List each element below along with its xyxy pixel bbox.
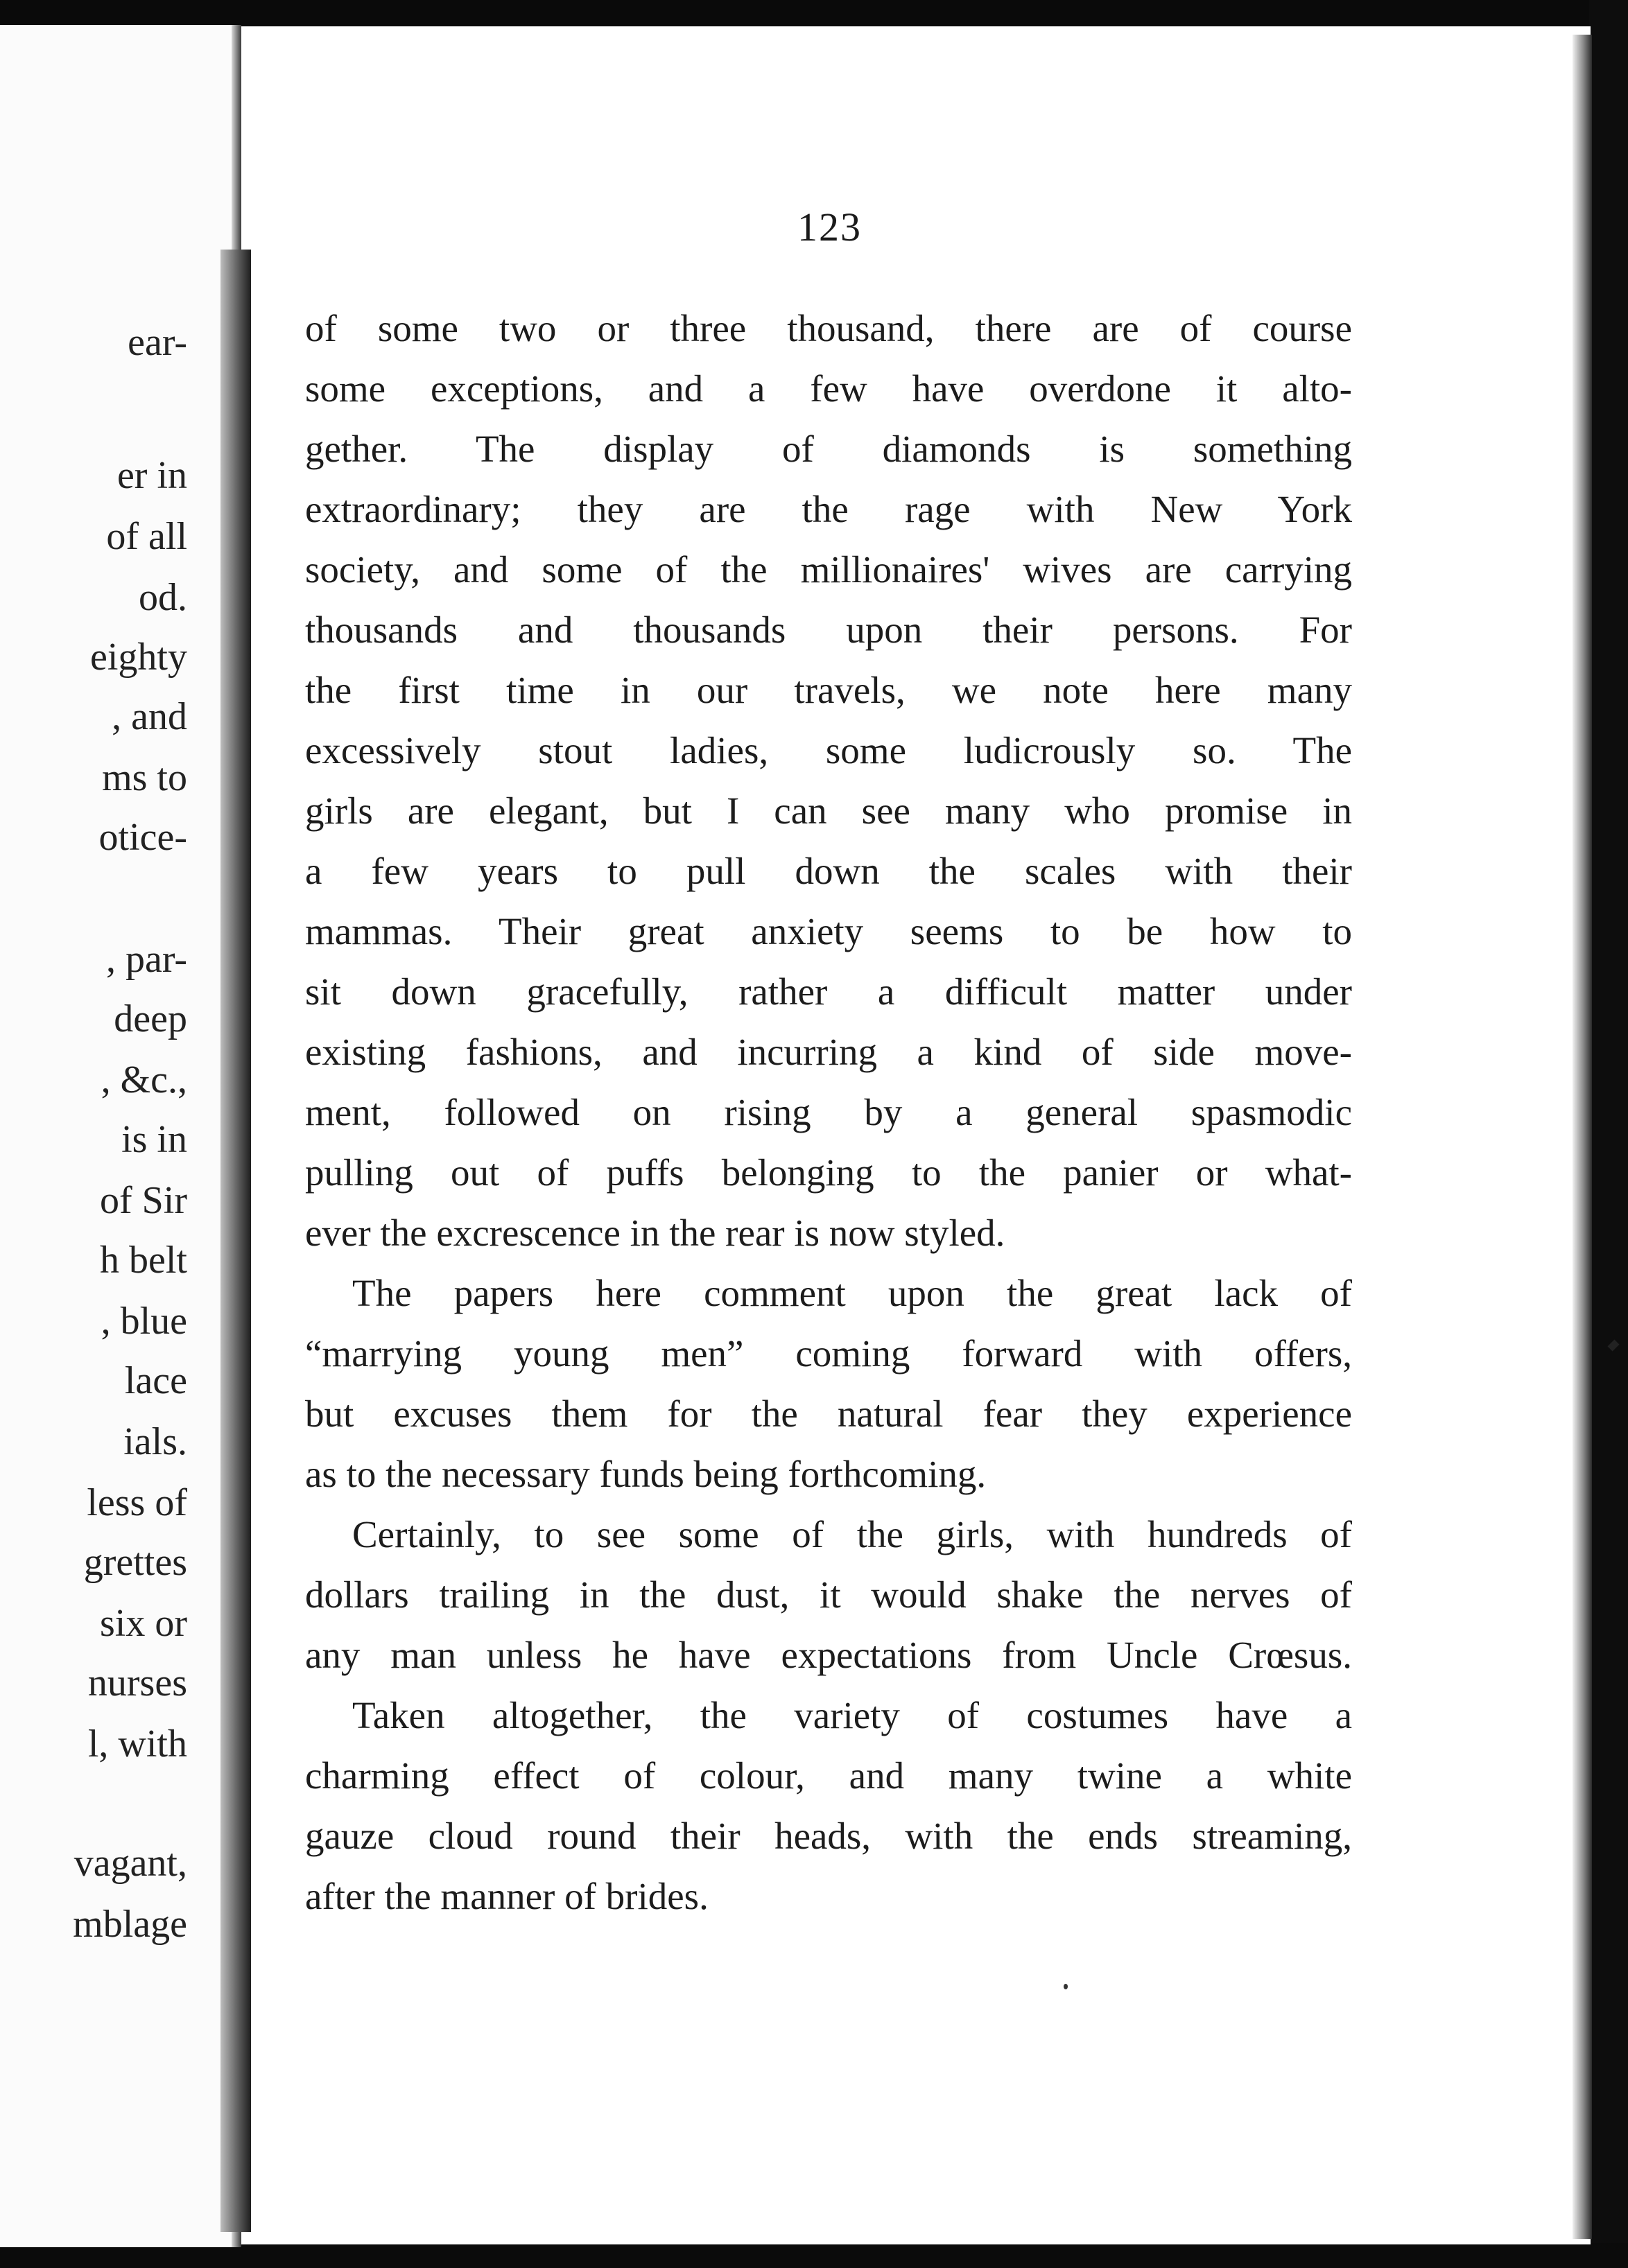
- paragraph-start-line: Certainly, to see some of the girls, with hundreds of: [352, 1513, 1352, 1555]
- text-line: a few years to pull down the scales with their: [305, 850, 1352, 892]
- left-page-fragment: eighty: [90, 636, 187, 679]
- scan-top-border: [0, 0, 1628, 28]
- left-page-fragment: vagant,: [73, 1842, 187, 1885]
- left-page-fragment: otice-: [98, 816, 187, 859]
- text-line: extraordinary; they are the rage with New York: [305, 488, 1352, 530]
- text-line: charming effect of colour, and many twine a white: [305, 1754, 1352, 1797]
- text-line: of some two or three thousand, there are of course: [305, 307, 1352, 349]
- text-line: mammas. Their great anxiety seems to be how to: [305, 910, 1352, 952]
- text-line: gether. The display of diamonds is something: [305, 428, 1352, 470]
- left-page-fragment: , blue: [101, 1300, 187, 1343]
- left-page-fragment: ms to: [102, 756, 187, 799]
- left-page-fragment: od.: [139, 576, 187, 619]
- left-page-fragment: ear-: [128, 321, 187, 364]
- left-page-fragment: mblage: [73, 1903, 187, 1946]
- paragraph-end-line: after the manner of brides.: [305, 1875, 709, 1917]
- paragraph-start-line: The papers here comment upon the great lack of: [352, 1272, 1352, 1314]
- left-page-fragment: h belt: [100, 1239, 187, 1282]
- scan-right-border: [1589, 0, 1628, 2268]
- text-line: gauze cloud round their heads, with the ends streaming,: [305, 1815, 1352, 1857]
- text-line: sit down gracefully, rather a difficult matter under: [305, 970, 1352, 1013]
- text-line: girls are elegant, but I can see many who promise in: [305, 790, 1352, 832]
- text-line: some exceptions, and a few have overdone it alto-: [305, 367, 1352, 410]
- left-page-fragment: six or: [100, 1602, 187, 1645]
- ink-speck: [1064, 1984, 1068, 1989]
- text-line: existing fashions, and incurring a kind of side move-: [305, 1031, 1352, 1073]
- left-page-fragment: , and: [112, 695, 187, 738]
- left-page-fragment: , &c.,: [101, 1058, 187, 1101]
- left-page-fragment: less of: [87, 1481, 187, 1524]
- page-edge-shadow: [1573, 35, 1592, 2239]
- left-page-fragment: ials.: [123, 1420, 187, 1463]
- text-line: thousands and thousands upon their persons. For: [305, 609, 1352, 651]
- text-line: pulling out of puffs belonging to the panier or what-: [305, 1151, 1352, 1194]
- paragraph-end-line: ever the excrescence in the rear is now styled.: [305, 1212, 1005, 1254]
- text-line: ment, followed on rising by a general spasmodic: [305, 1091, 1352, 1133]
- left-facing-page: [0, 25, 236, 2247]
- left-page-fragment: nurses: [87, 1661, 187, 1704]
- left-page-fragment: deep: [114, 997, 187, 1040]
- text-line: dollars trailing in the dust, it would shake the nerves of: [305, 1573, 1352, 1616]
- left-page-fragment: grettes: [83, 1541, 187, 1584]
- page-number: 123: [797, 204, 862, 250]
- scan-bottom-border: [0, 2243, 1628, 2268]
- paragraph-end-line: as to the necessary funds being forthcoming.: [305, 1453, 987, 1495]
- text-line: the first time in our travels, we note here many: [305, 669, 1352, 711]
- binding-gutter-shadow: [220, 250, 251, 2232]
- text-line: “marrying young men” coming forward with offers,: [305, 1332, 1352, 1375]
- left-page-fragment: l, with: [87, 1722, 187, 1765]
- text-line: any man unless he have expectations from Uncle Crœsus.: [305, 1634, 1352, 1676]
- left-page-fragment: is in: [121, 1118, 187, 1161]
- paragraph-start-line: Taken altogether, the variety of costumes have a: [352, 1694, 1352, 1736]
- body-text: [305, 298, 1352, 1926]
- left-page-fragment: of Sir: [100, 1179, 187, 1222]
- left-page-fragment: lace: [124, 1359, 187, 1402]
- text-line: society, and some of the millionaires' wives are carrying: [305, 548, 1352, 591]
- left-page-fragment: , par-: [105, 938, 187, 981]
- left-page-fragment: er in: [116, 454, 187, 497]
- text-line: excessively stout ladies, some ludicrously so. The: [305, 729, 1352, 771]
- left-page-fragment: of all: [106, 515, 187, 558]
- text-line: but excuses them for the natural fear they experience: [305, 1393, 1352, 1435]
